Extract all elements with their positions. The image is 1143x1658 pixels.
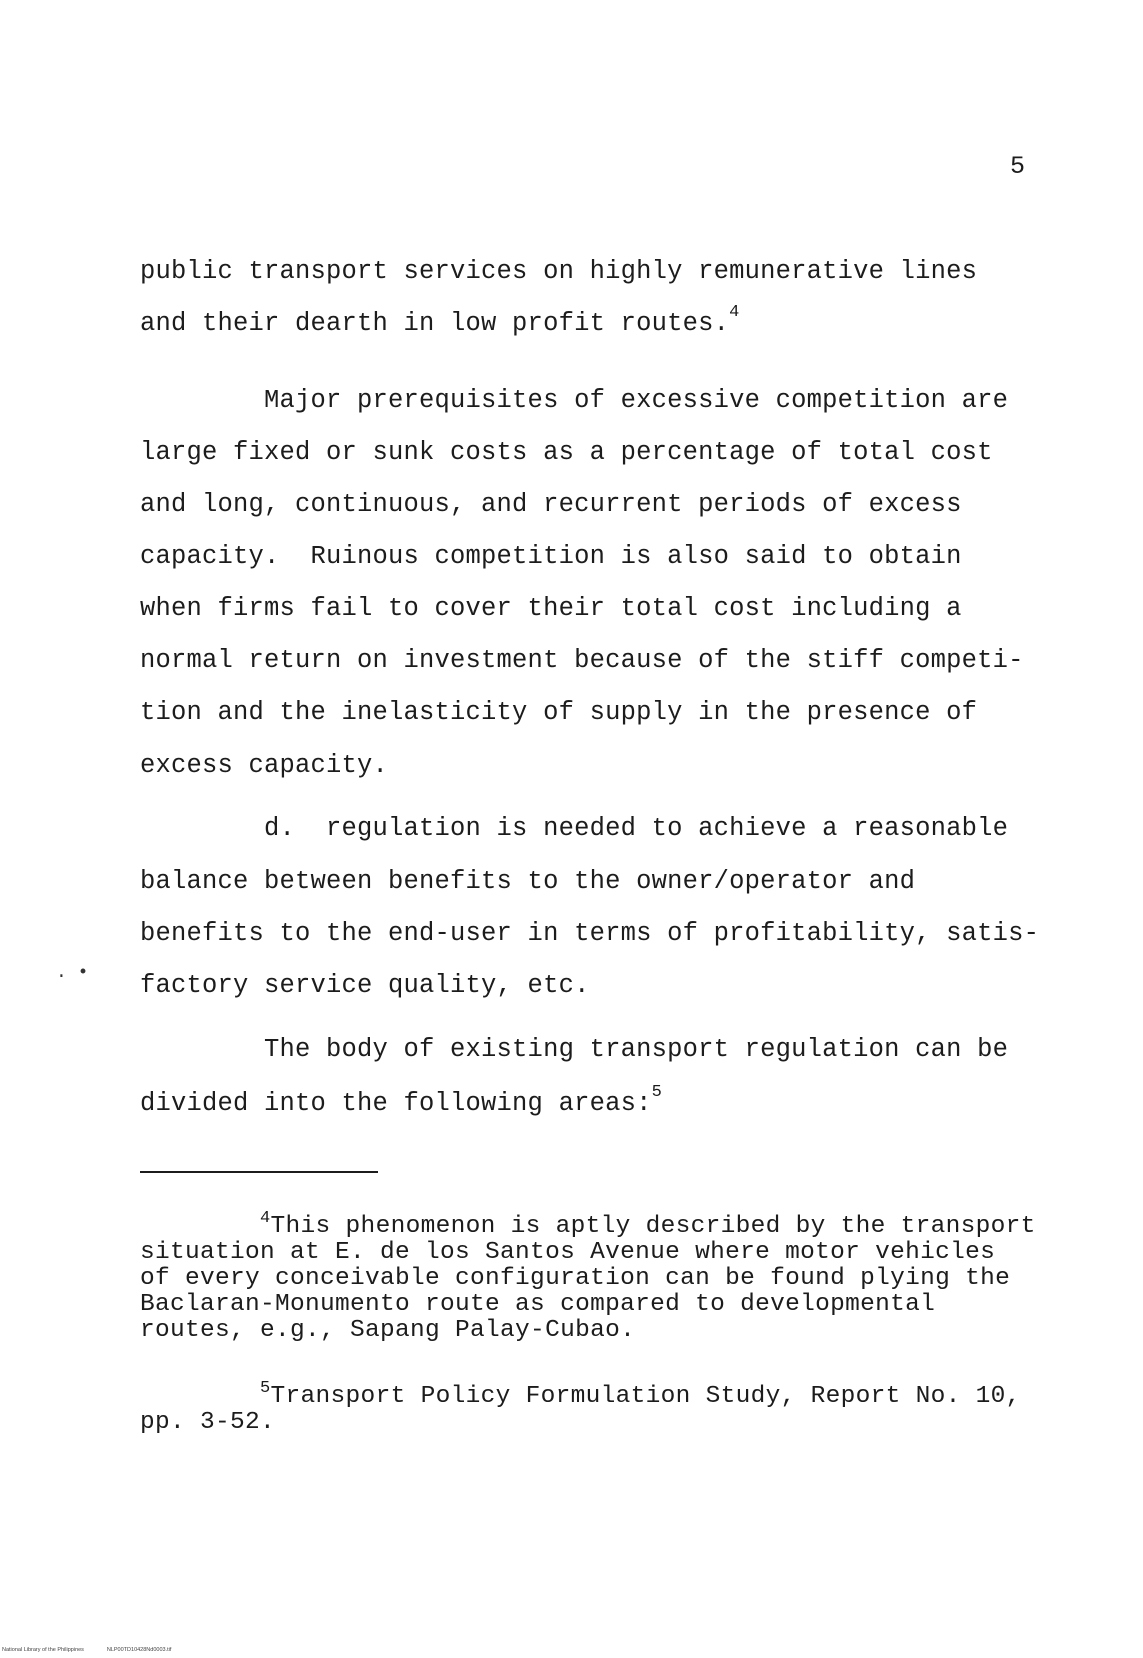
body-line: benefits to the end-user in terms of profitability, satis- (140, 919, 1040, 948)
footnote-5-line: pp. 3-52. (140, 1409, 276, 1436)
archive-file-id: NLP00TD10428Nd0003.tif (106, 1647, 172, 1653)
body-line: and long, continuous, and recurrent periods of excess (140, 490, 962, 519)
footnote-4-text: This phenomenon is aptly described by the transport (270, 1213, 1036, 1240)
footnote-divider (140, 1171, 378, 1173)
archive-credit: National Library of the Philippines (2, 1647, 84, 1653)
footnote-4-line: situation at E. de los Santos Avenue where motor vehicles (140, 1239, 996, 1266)
body-line: d. regulation is needed to achieve a reasonable (140, 814, 1009, 843)
body-line-text: and their dearth in low profit routes. (140, 309, 730, 338)
body-line: balance between benefits to the owner/operator and (140, 867, 916, 896)
body-line: large fixed or sunk costs as a percentage of total cost (140, 438, 993, 467)
footnote-4-line: routes, e.g., Sapang Palay-Cubao. (140, 1317, 636, 1344)
body-line: normal return on investment because of the stiff competi- (140, 646, 1024, 675)
body-line: Major prerequisites of excessive competition are (140, 386, 1009, 415)
body-line: capacity. Ruinous competition is also said to obtain (140, 542, 962, 571)
footnote-4-number: 4 (260, 1209, 271, 1228)
footnote-5-number: 5 (260, 1379, 271, 1398)
footnote-5-text: Transport Policy Formulation Study, Report No. 10, (270, 1383, 1021, 1410)
body-line: public transport services on highly remunerative lines (140, 257, 978, 286)
footnote-4-line: of every conceivable configuration can be found plying the (140, 1265, 1011, 1292)
footnote-ref-5: 5 (651, 1083, 662, 1102)
footnote-4-line: Baclaran-Monumento route as compared to developmental (140, 1291, 936, 1318)
body-line: The body of existing transport regulation can be (140, 1035, 1009, 1064)
body-line: excess capacity. (140, 751, 389, 780)
page-number: 5 (1010, 152, 1026, 181)
body-line: when firms fail to cover their total cost including a (140, 594, 962, 623)
body-line-text: divided into the following areas: (140, 1089, 652, 1118)
body-line (140, 303, 740, 342)
footnote-ref-4: 4 (729, 303, 740, 322)
archive-footer (2, 1646, 171, 1654)
body-line (140, 1083, 662, 1122)
body-line: factory service quality, etc. (140, 971, 590, 1000)
body-line: tion and the inelasticity of supply in the presence of (140, 698, 978, 727)
margin-mark: . • (56, 963, 89, 983)
